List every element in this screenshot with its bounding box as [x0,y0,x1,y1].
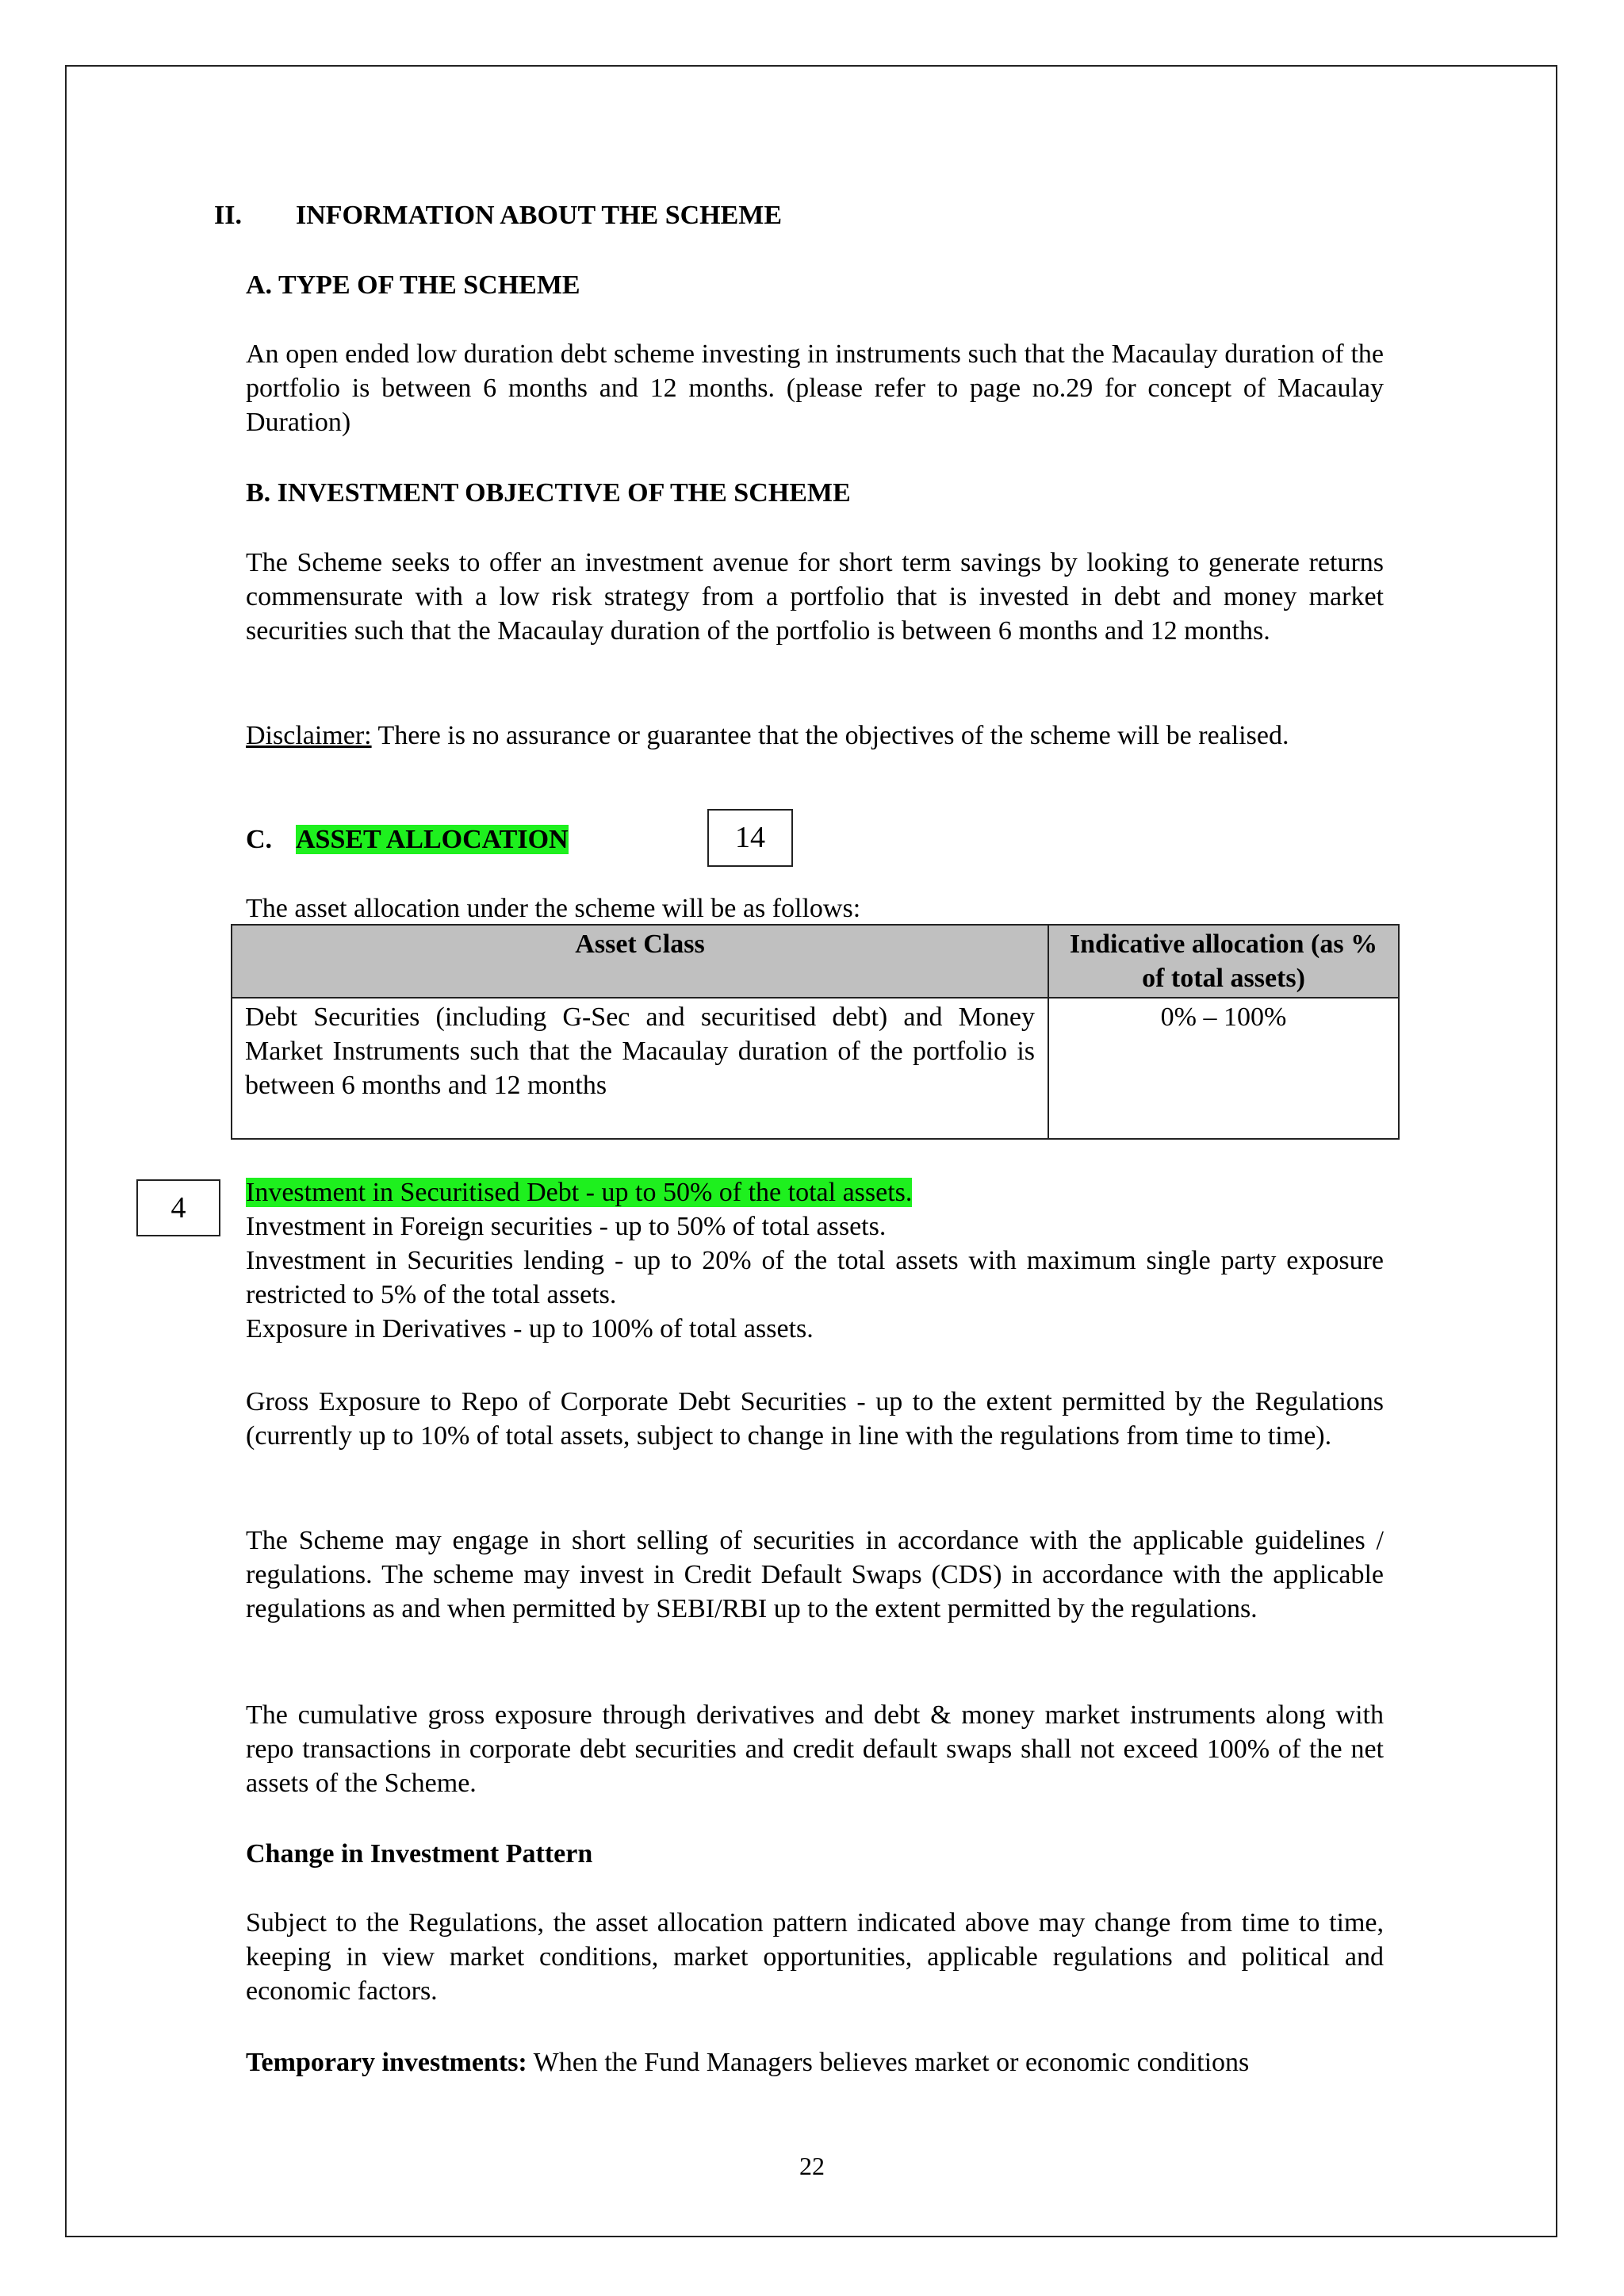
disclaimer-text: There is no assurance or guarantee that the objectives of the scheme will be realised. [371,721,1289,750]
disclaimer [246,719,1384,753]
temporary-investments [246,2045,1384,2079]
short-selling-paragraph: The Scheme may engage in short selling of securities in accordance with the applicable guidelines / regulations. The scheme may invest in Credit Default Swaps (CDS) in accordance with the applicable regulations as and when permitted by SEBI/RBI up to the extent permitted by the regulations. [246,1526,1384,1623]
temporary-investments-label: Temporary investments: [246,2048,527,2077]
change-pattern-text: Subject to the Regulations, the asset allocation pattern indicated above may change from time to time, keeping in view market conditions, market opportunities, applicable regulations and political and economic factors. [246,1908,1384,2006]
header-indicative-allocation: Indicative allocation (as % of total assets) [1048,925,1399,998]
securities-lending-limit: Investment in Securities lending - up to 20% of the total assets with maximum single party exposure restricted to 5% of the total assets. [246,1246,1384,1309]
section-title: INFORMATION ABOUT THE SCHEME [296,201,783,230]
derivatives-limit: Exposure in Derivatives - up to 100% of total assets. [246,1314,814,1343]
change-pattern-heading: Change in Investment Pattern [246,1839,593,1869]
objective-heading: B. INVESTMENT OBJECTIVE OF THE SCHEME [246,478,851,508]
asset-allocation-table [231,924,1400,1140]
section-numeral: II. [214,201,242,230]
asset-class-cell: Debt Securities (including G-Sec and securitised debt) and Money Market Instruments such that the Macaulay duration of the portfolio is between 6 months and 12 months [232,998,1048,1139]
disclaimer-label: Disclaimer: [246,721,372,750]
type-of-scheme-heading: A. TYPE OF THE SCHEME [246,270,580,300]
temporary-investments-text: When the Fund Managers believes market or economic conditions [527,2048,1250,2077]
asset-allocation-heading: ASSET ALLOCATION [296,825,569,854]
page-number: 22 [799,2152,825,2180]
cumulative-exposure-paragraph: The cumulative gross exposure through derivatives and debt & money market instruments along with repo transactions in corporate debt securities and credit default swaps shall not exceed 100% of the net assets of the Scheme. [246,1700,1384,1798]
header-asset-class: Asset Class [232,925,1048,998]
table-header-row [232,925,1399,998]
table-row [232,998,1399,1139]
type-of-scheme-text: An open ended low duration debt scheme investing in instruments such that the Macaulay duration of the portfolio is between 6 months and 12 months. (please refer to page no.29 for concept of Macaulay Duration) [246,339,1384,437]
objective-text: The Scheme seeks to offer an investment avenue for short term savings by looking to generate returns commensurate with a low risk strategy from a portfolio that is invested in debt and money market securities such that the Macaulay duration of the portfolio is between 6 months and 12 months. [246,548,1384,646]
asset-allocation-intro: The asset allocation under the scheme will be as follows: [246,894,861,923]
annotation-box-4: 4 [136,1179,220,1236]
allocation-cell: 0% – 100% [1048,998,1399,1139]
asset-allocation-letter: C. [246,825,273,854]
foreign-securities-limit: Investment in Foreign securities - up to 50% of total assets. [246,1212,887,1241]
repo-paragraph: Gross Exposure to Repo of Corporate Debt Securities - up to the extent permitted by the Regulations (currently up to 10% of total assets, subject to change in line with the regulations from time to time). [246,1387,1384,1451]
securitised-debt-limit: Investment in Securitised Debt - up to 50% of the total assets. [246,1178,913,1207]
annotation-box-14: 14 [707,809,793,867]
